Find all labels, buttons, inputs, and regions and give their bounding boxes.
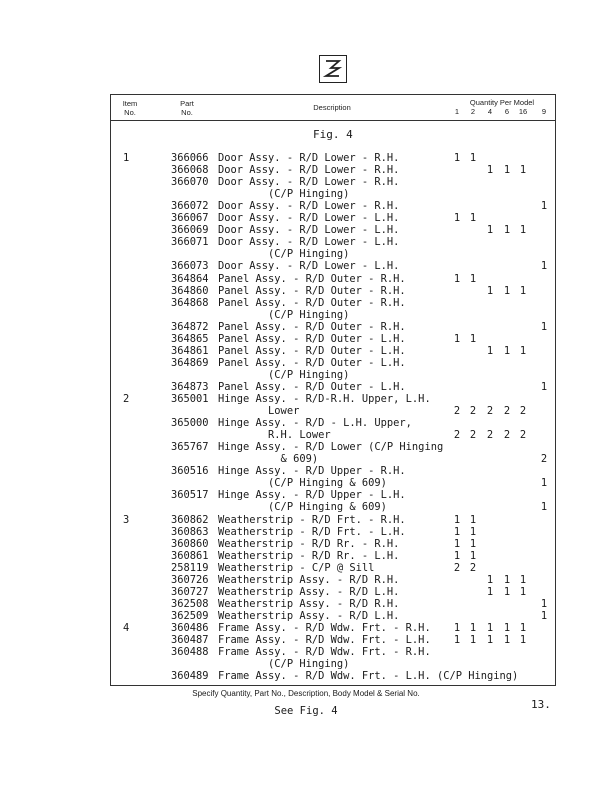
quantity-cell: 2 xyxy=(469,405,477,418)
quantity-cell: 1 xyxy=(469,537,477,550)
logo-mark xyxy=(319,55,347,83)
table-row xyxy=(0,248,612,260)
part-description: Weatherstrip - R/D Rr. - L.H. xyxy=(218,549,400,562)
part-number: 364869 xyxy=(171,356,209,369)
table-row xyxy=(0,526,612,538)
part-number: 366066 xyxy=(171,152,209,164)
quantity-cell: 2 xyxy=(540,453,548,466)
part-description: Door Assy. - R/D Lower - R.H. xyxy=(218,164,400,177)
table-row xyxy=(0,357,612,369)
quantity-cell: 1 xyxy=(469,525,477,538)
part-description: Panel Assy. - R/D Outer - R.H. xyxy=(218,284,406,297)
table-row xyxy=(0,260,612,272)
part-description: Door Assy. - R/D Lower - L.H. xyxy=(218,212,400,225)
part-number: 366072 xyxy=(171,200,209,213)
table-row xyxy=(0,176,612,188)
part-description: Hinge Assy. - R/D Upper - R.H. xyxy=(218,465,406,478)
part-number: 360486 xyxy=(171,621,209,634)
table-row xyxy=(0,152,612,164)
part-description: & 609) xyxy=(218,453,319,466)
quantity-cell: 1 xyxy=(453,537,461,550)
quantity-cell: 1 xyxy=(486,224,494,237)
table-row xyxy=(0,538,612,550)
header-model-col: 1 xyxy=(454,107,460,116)
part-number: 360727 xyxy=(171,585,209,598)
part-number: 364864 xyxy=(171,272,209,285)
part-description: (C/P Hinging & 609) xyxy=(218,477,387,490)
part-number: 258119 xyxy=(171,561,209,574)
table-row xyxy=(0,501,612,513)
part-number: 366067 xyxy=(171,212,209,225)
table-row xyxy=(0,634,612,646)
quantity-cell: 1 xyxy=(540,609,548,622)
table-row xyxy=(0,224,612,236)
part-description: Door Assy. - R/D Lower - R.H. xyxy=(218,176,400,189)
quantity-cell: 1 xyxy=(503,585,511,598)
part-description: Frame Assy. - R/D Wdw. Frt. - L.H. (C/P Hinging) xyxy=(218,670,519,683)
part-description: R.H. Lower xyxy=(218,429,331,442)
quantity-cell: 2 xyxy=(453,561,461,574)
part-description: Hinge Assy. - R/D Lower (C/P Hinging xyxy=(218,441,444,454)
quantity-cell: 1 xyxy=(540,501,548,514)
part-number: 366068 xyxy=(171,164,209,177)
part-number: 365767 xyxy=(171,441,209,454)
table-row xyxy=(0,586,612,598)
quantity-cell: 1 xyxy=(469,152,477,164)
table-row xyxy=(0,345,612,357)
figure-title: Fig. 4 xyxy=(313,128,353,141)
table-row xyxy=(0,610,612,622)
part-number: 360726 xyxy=(171,573,209,586)
part-description: Door Assy. - R/D Lower - L.H. xyxy=(218,260,400,273)
part-description: Weatherstrip Assy. - R/D L.H. xyxy=(218,585,400,598)
part-description: Weatherstrip - R/D Frt. - R.H. xyxy=(218,513,406,526)
part-description: Hinge Assy. - R/D-R.H. Upper, L.H. xyxy=(218,393,431,405)
table-row xyxy=(0,598,612,610)
header-item-no xyxy=(121,99,139,117)
page-number: 13. xyxy=(531,698,551,711)
part-description: Panel Assy. - R/D Outer - L.H. xyxy=(218,344,406,357)
quantity-cell: 1 xyxy=(503,634,511,646)
quantity-cell: 1 xyxy=(469,272,477,285)
part-description: Weatherstrip - C/P @ Sill xyxy=(218,561,375,574)
part-number: 360487 xyxy=(171,634,209,646)
quantity-cell: 1 xyxy=(486,585,494,598)
part-description: Panel Assy. - R/D Outer - L.H. xyxy=(218,380,406,393)
table-row xyxy=(0,285,612,297)
table-row xyxy=(0,453,612,465)
quantity-cell: 1 xyxy=(453,549,461,562)
part-description: (C/P Hinging) xyxy=(218,308,350,321)
part-description: Frame Assy. - R/D Wdw. Frt. - L.H. xyxy=(218,634,431,646)
table-row xyxy=(0,309,612,321)
table-row xyxy=(0,622,612,634)
quantity-cell: 1 xyxy=(519,573,527,586)
quantity-cell: 1 xyxy=(469,634,477,646)
part-description: Lower xyxy=(218,405,300,418)
table-row xyxy=(0,465,612,477)
part-description: Hinge Assy. - R/D - L.H. Upper, xyxy=(218,417,412,430)
quantity-cell: 1 xyxy=(486,573,494,586)
part-number: 360516 xyxy=(171,465,209,478)
header-model-col: 2 xyxy=(470,107,476,116)
table-row xyxy=(0,658,612,670)
header-part-label: Part xyxy=(180,99,194,108)
part-description: Panel Assy. - R/D Outer - R.H. xyxy=(218,320,406,333)
part-number: 360488 xyxy=(171,646,209,659)
quantity-cell: 1 xyxy=(503,224,511,237)
header-item-label: Item xyxy=(122,99,138,108)
quantity-cell: 1 xyxy=(469,621,477,634)
table-row xyxy=(0,405,612,417)
table-row xyxy=(0,417,612,429)
table-row xyxy=(0,574,612,586)
item-number: 3 xyxy=(123,513,130,526)
quantity-cell: 2 xyxy=(453,429,461,442)
part-number: 362509 xyxy=(171,609,209,622)
item-number: 2 xyxy=(123,393,130,405)
quantity-cell: 1 xyxy=(519,585,527,598)
part-description: (C/P Hinging) xyxy=(218,658,350,671)
quantity-cell: 1 xyxy=(453,634,461,646)
table-row xyxy=(0,164,612,176)
part-number: 362508 xyxy=(171,597,209,610)
quantity-cell: 1 xyxy=(486,344,494,357)
table-row xyxy=(0,333,612,345)
part-number: 365000 xyxy=(171,417,209,430)
header-item-no-label: No. xyxy=(124,108,136,117)
quantity-cell: 1 xyxy=(519,344,527,357)
see-figure-reference: See Fig. 4 xyxy=(274,705,338,717)
part-description: (C/P Hinging) xyxy=(218,248,350,261)
logo-icon xyxy=(320,56,345,81)
part-description: Door Assy. - R/D Lower - R.H. xyxy=(218,200,400,213)
table-row xyxy=(0,550,612,562)
quantity-cell: 2 xyxy=(519,429,527,442)
part-number: 364860 xyxy=(171,284,209,297)
part-description: Panel Assy. - R/D Outer - L.H. xyxy=(218,356,406,369)
table-row xyxy=(0,188,612,200)
table-row xyxy=(0,441,612,453)
quantity-cell: 2 xyxy=(469,429,477,442)
quantity-cell: 1 xyxy=(486,164,494,177)
quantity-cell: 1 xyxy=(469,513,477,526)
quantity-cell: 1 xyxy=(486,284,494,297)
quantity-cell: 1 xyxy=(540,320,548,333)
quantity-cell: 1 xyxy=(469,549,477,562)
quantity-cell: 2 xyxy=(486,405,494,418)
table-row xyxy=(0,489,612,501)
quantity-cell: 1 xyxy=(453,621,461,634)
part-number: 360861 xyxy=(171,549,209,562)
quantity-cell: 1 xyxy=(453,152,461,164)
part-number: 364865 xyxy=(171,332,209,345)
quantity-cell: 1 xyxy=(453,332,461,345)
part-number: 365001 xyxy=(171,393,209,405)
table-row xyxy=(0,381,612,393)
table-row xyxy=(0,477,612,489)
part-description: Door Assy. - R/D Lower - L.H. xyxy=(218,236,400,249)
part-description: Frame Assy. - R/D Wdw. Frt. - R.H. xyxy=(218,646,431,659)
part-number: 364861 xyxy=(171,344,209,357)
part-description: Panel Assy. - R/D Outer - R.H. xyxy=(218,296,406,309)
item-number: 4 xyxy=(123,621,130,634)
table-row xyxy=(0,273,612,285)
quantity-cell: 1 xyxy=(486,634,494,646)
header-quantity-title: Quantity Per Model xyxy=(469,98,535,107)
part-number: 360862 xyxy=(171,513,209,526)
quantity-cell: 1 xyxy=(453,212,461,225)
part-description: Door Assy. - R/D Lower - L.H. xyxy=(218,224,400,237)
table-row xyxy=(0,321,612,333)
part-description: Weatherstrip - R/D Rr. - R.H. xyxy=(218,537,400,550)
quantity-cell: 1 xyxy=(540,200,548,213)
quantity-cell: 2 xyxy=(503,405,511,418)
quantity-cell: 1 xyxy=(519,224,527,237)
part-number: 366070 xyxy=(171,176,209,189)
header-description: Description xyxy=(313,103,351,112)
part-description: Weatherstrip Assy. - R/D R.H. xyxy=(218,573,400,586)
part-description: Weatherstrip - R/D Frt. - L.H. xyxy=(218,525,406,538)
table-row xyxy=(0,562,612,574)
header-model-col: 6 xyxy=(504,107,510,116)
header-model-col: 16 xyxy=(518,107,528,116)
table-row xyxy=(0,200,612,212)
table-row xyxy=(0,236,612,248)
part-description: (C/P Hinging) xyxy=(218,368,350,381)
quantity-cell: 1 xyxy=(519,164,527,177)
header-part-no-label: No. xyxy=(181,108,193,117)
quantity-cell: 1 xyxy=(503,164,511,177)
quantity-cell: 1 xyxy=(469,332,477,345)
table-row xyxy=(0,670,612,682)
part-description: Hinge Assy. - R/D Upper - L.H. xyxy=(218,489,406,502)
part-description: Frame Assy. - R/D Wdw. Frt. - R.H. xyxy=(218,621,431,634)
table-row xyxy=(0,429,612,441)
header-part-no xyxy=(178,99,196,117)
part-description: Weatherstrip Assy. - R/D R.H. xyxy=(218,597,400,610)
part-number: 360863 xyxy=(171,525,209,538)
part-number: 360517 xyxy=(171,489,209,502)
header-model-col: 4 xyxy=(487,107,493,116)
quantity-cell: 1 xyxy=(503,284,511,297)
part-description: (C/P Hinging & 609) xyxy=(218,501,387,514)
part-number: 366073 xyxy=(171,260,209,273)
quantity-cell: 1 xyxy=(453,525,461,538)
part-description: Door Assy. - R/D Lower - R.H. xyxy=(218,152,400,164)
table-row xyxy=(0,393,612,405)
part-description: (C/P Hinging) xyxy=(218,188,350,201)
quantity-cell: 1 xyxy=(486,621,494,634)
table-row xyxy=(0,369,612,381)
part-number: 364868 xyxy=(171,296,209,309)
quantity-cell: 1 xyxy=(540,380,548,393)
quantity-cell: 1 xyxy=(519,284,527,297)
quantity-cell: 1 xyxy=(540,477,548,490)
quantity-cell: 1 xyxy=(540,597,548,610)
quantity-cell: 1 xyxy=(519,621,527,634)
part-number: 364872 xyxy=(171,320,209,333)
part-description: Panel Assy. - R/D Outer - L.H. xyxy=(218,332,406,345)
item-number: 1 xyxy=(123,152,130,164)
header-divider xyxy=(110,120,556,121)
table-row xyxy=(0,514,612,526)
header-model-col: 9 xyxy=(541,107,547,116)
part-number: 366071 xyxy=(171,236,209,249)
quantity-cell: 2 xyxy=(486,429,494,442)
part-description: Panel Assy. - R/D Outer - R.H. xyxy=(218,272,406,285)
quantity-cell: 1 xyxy=(453,513,461,526)
quantity-cell: 1 xyxy=(469,212,477,225)
quantity-cell: 1 xyxy=(503,573,511,586)
quantity-cell: 1 xyxy=(503,621,511,634)
quantity-cell: 2 xyxy=(503,429,511,442)
part-number: 364873 xyxy=(171,380,209,393)
part-number: 360489 xyxy=(171,670,209,683)
footer-note: Specify Quantity, Part No., Description, Body Model & Serial No. xyxy=(192,689,420,698)
part-description: Weatherstrip Assy. - R/D L.H. xyxy=(218,609,400,622)
quantity-cell: 1 xyxy=(503,344,511,357)
table-row xyxy=(0,297,612,309)
quantity-cell: 2 xyxy=(519,405,527,418)
table-row xyxy=(0,212,612,224)
quantity-cell: 1 xyxy=(453,272,461,285)
table-row xyxy=(0,646,612,658)
part-number: 366069 xyxy=(171,224,209,237)
quantity-cell: 2 xyxy=(453,405,461,418)
quantity-cell: 1 xyxy=(540,260,548,273)
quantity-cell: 2 xyxy=(469,561,477,574)
quantity-cell: 1 xyxy=(519,634,527,646)
part-number: 360860 xyxy=(171,537,209,550)
